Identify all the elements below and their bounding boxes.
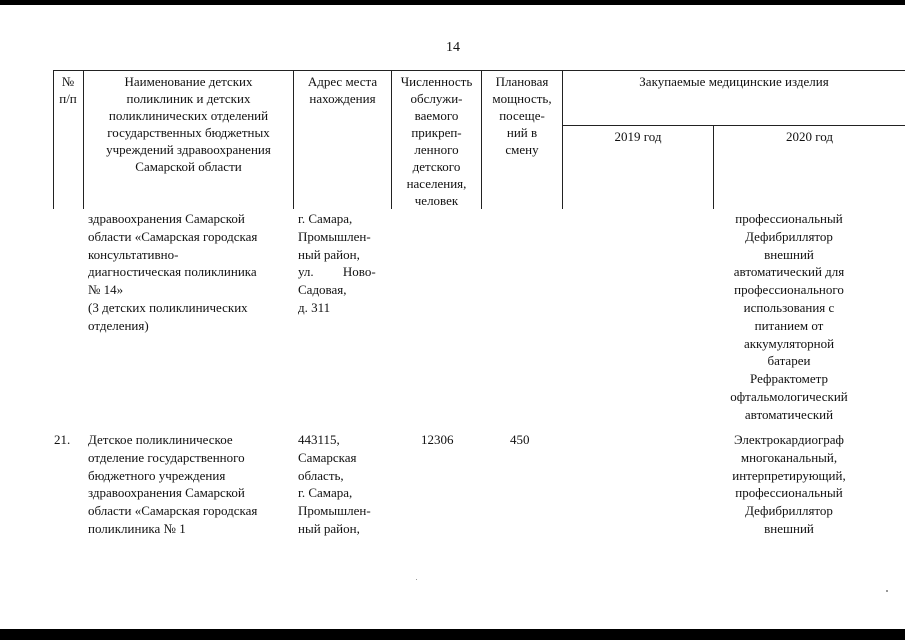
header-col-2019: 2019 год <box>614 129 662 144</box>
header-col-name: Наименование детских поликлиник и детских поликлинических отделений государственных бюджетных учреждений здравоохранения Самарской области <box>106 74 271 174</box>
header-col-capacity: Плановая мощность, посеще- ний в смену <box>492 74 552 157</box>
scan-speck <box>886 590 888 592</box>
row-21-address: 443115, Самарская область, г. Самара, Промышлен- ный район, <box>298 432 371 536</box>
header-col-address: Адрес места нахождения <box>307 74 378 106</box>
header-col-population: Численность обслужи- ваемого прикреп- ленного детского населения, человек <box>400 74 473 208</box>
header-col-devices: Закупаемые медицинские изделия <box>639 74 829 89</box>
header-col-num: № п/п <box>59 74 77 106</box>
row-continued-devices-2020: профессиональный Дефибриллятор внешний автоматический для профессионального использования с питанием от аккумуляторной батареи Рефрактометр офтальмологический автоматический <box>730 211 848 422</box>
header-top-border <box>53 70 905 71</box>
row-21-name: Детское поликлиническое отделение государственного бюджетного учреждения здравоохранения Самарской области «Самарская городская поликлиника № 1 <box>88 432 258 536</box>
row-21-num: 21. <box>54 432 71 447</box>
row-21-population: 12306 <box>421 432 454 447</box>
row-21-devices-2020: Электрокардиограф многоканальный, интерпретирующий, профессиональный Дефибриллятор внешний <box>732 432 846 536</box>
header-subdivider <box>562 125 905 126</box>
page-number: 14 <box>446 40 460 55</box>
header-col-2020: 2020 год <box>786 129 833 144</box>
scan-bottom-border <box>0 629 905 640</box>
table-header <box>53 70 905 209</box>
row-continued-address: г. Самара, Промышлен- ный район, ул. Ново- Садовая, д. 311 <box>298 211 376 315</box>
row-21-capacity: 450 <box>510 432 530 447</box>
row-continued-name: здравоохранения Самарской области «Самарская городская консультативно- диагностическая поликлиника № 14» (3 детских поликлинических отделения) <box>88 211 258 333</box>
scan-top-border <box>0 0 905 5</box>
scan-speck <box>416 579 417 580</box>
